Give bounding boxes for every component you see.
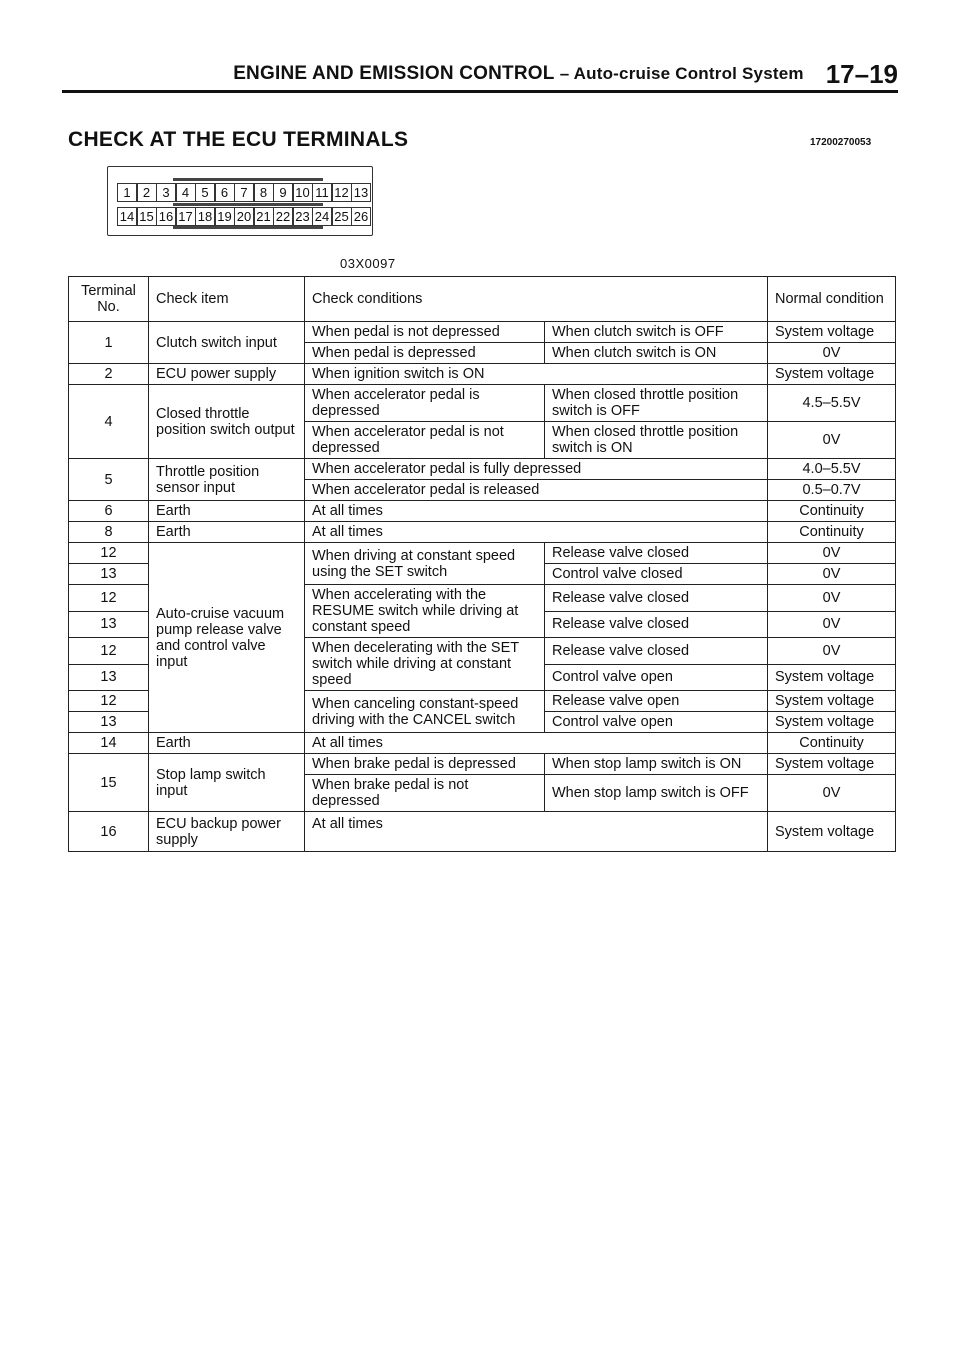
check-item-cell: ECU power supply — [149, 364, 305, 385]
header-terminal-no: Terminal No. — [69, 277, 149, 322]
valve-state-cell: Release valve closed — [545, 611, 768, 638]
figure-code: 03X0097 — [340, 256, 396, 271]
page-number: 17–19 — [825, 58, 898, 89]
normal-cell: System voltage — [768, 712, 896, 733]
condition-cell: At all times — [305, 733, 768, 754]
connector-pin: 2 — [137, 183, 157, 202]
check-item-cell: Closed throttle position switch output — [149, 385, 305, 459]
connector-pin: 8 — [254, 183, 274, 202]
terminal-cell: 12 — [69, 691, 149, 712]
normal-cell: Continuity — [768, 522, 896, 543]
terminal-cell: 12 — [69, 585, 149, 612]
valve-state-cell: Release valve closed — [545, 585, 768, 612]
condition-cell: When pedal is depressed — [305, 343, 545, 364]
normal-cell: Continuity — [768, 501, 896, 522]
check-item-cell: Auto-cruise vacuum pump release valve and control valve input — [149, 543, 305, 733]
valve-state-cell: Control valve open — [545, 664, 768, 691]
terminal-cell: 13 — [69, 611, 149, 638]
table-row — [69, 364, 896, 385]
valve-state-cell: Control valve closed — [545, 564, 768, 585]
terminal-check-table — [68, 276, 896, 852]
condition-cell: When stop lamp switch is OFF — [545, 775, 768, 812]
connector-pin: 25 — [332, 207, 352, 226]
table-row — [69, 543, 896, 564]
condition-cell: When closed throttle position switch is OFF — [545, 385, 768, 422]
connector-pin: 21 — [254, 207, 274, 226]
condition-cell: When closed throttle position switch is ON — [545, 422, 768, 459]
connector-pin: 9 — [273, 183, 293, 202]
section-title: CHECK AT THE ECU TERMINALS — [68, 128, 409, 151]
terminal-cell: 13 — [69, 712, 149, 733]
connector-diagram — [107, 166, 373, 236]
normal-cell: System voltage — [768, 812, 896, 852]
connector-pin: 22 — [273, 207, 293, 226]
connector-pin: 23 — [293, 207, 313, 226]
condition-cell: When brake pedal is depressed — [305, 754, 545, 775]
normal-cell: System voltage — [768, 364, 896, 385]
table-header-row — [69, 277, 896, 322]
connector-pin: 15 — [137, 207, 157, 226]
section-code: 17200270053 — [810, 137, 872, 148]
connector-pin: 4 — [176, 183, 196, 202]
normal-cell: Continuity — [768, 733, 896, 754]
normal-cell: 0V — [768, 611, 896, 638]
connector-latch — [173, 203, 323, 206]
terminal-cell: 12 — [69, 543, 149, 564]
condition-cell: When clutch switch is OFF — [545, 322, 768, 343]
normal-cell: 0V — [768, 564, 896, 585]
condition-cell: When accelerator pedal is depressed — [305, 385, 545, 422]
terminal-cell: 16 — [69, 812, 149, 852]
header-normal-condition: Normal condition — [768, 277, 896, 322]
condition-cell: When ignition switch is ON — [305, 364, 768, 385]
normal-cell: 0V — [768, 775, 896, 812]
header-check-conditions: Check conditions — [305, 277, 768, 322]
condition-cell: When clutch switch is ON — [545, 343, 768, 364]
normal-cell: 0V — [768, 585, 896, 612]
connector-pin: 20 — [234, 207, 254, 226]
normal-cell: 0V — [768, 543, 896, 564]
condition-cell: At all times — [305, 501, 768, 522]
connector-pin: 3 — [156, 183, 176, 202]
condition-cell: When brake pedal is not depressed — [305, 775, 545, 812]
connector-pin: 5 — [195, 183, 215, 202]
check-item-cell: Throttle position sensor input — [149, 459, 305, 501]
connector-pin: 19 — [215, 207, 235, 226]
connector-pin: 10 — [293, 183, 313, 202]
check-item-cell: Earth — [149, 501, 305, 522]
check-item-cell: Stop lamp switch input — [149, 754, 305, 812]
normal-cell: 0V — [768, 638, 896, 665]
table-row — [69, 322, 896, 343]
normal-cell: 0V — [768, 422, 896, 459]
connector-pin: 7 — [234, 183, 254, 202]
terminal-cell: 5 — [69, 459, 149, 501]
condition-cell: When driving at constant speed using the SET switch — [305, 543, 545, 585]
header-title: ENGINE AND EMISSION CONTROL – Auto-cruise Control System — [233, 63, 804, 84]
check-item-cell: Clutch switch input — [149, 322, 305, 364]
valve-state-cell: Release valve closed — [545, 638, 768, 665]
terminal-cell: 13 — [69, 564, 149, 585]
condition-cell: When accelerating with the RESUME switch while driving at constant speed — [305, 585, 545, 638]
condition-cell: When accelerator pedal is not depressed — [305, 422, 545, 459]
connector-pin: 16 — [156, 207, 176, 226]
check-item-cell: Earth — [149, 522, 305, 543]
terminal-cell: 15 — [69, 754, 149, 812]
connector-latch — [173, 178, 323, 181]
normal-cell: System voltage — [768, 691, 896, 712]
connector-pin: 24 — [312, 207, 332, 226]
connector-pin: 12 — [332, 183, 352, 202]
condition-cell: At all times — [305, 812, 768, 852]
terminal-cell: 12 — [69, 638, 149, 665]
terminal-cell: 4 — [69, 385, 149, 459]
page-header — [62, 58, 898, 93]
terminal-cell: 13 — [69, 664, 149, 691]
terminal-cell: 1 — [69, 322, 149, 364]
connector-pin: 6 — [215, 183, 235, 202]
connector-pin: 26 — [351, 207, 371, 226]
connector-pin: 18 — [195, 207, 215, 226]
header-subtitle: – Auto-cruise Control System — [559, 64, 804, 83]
condition-cell: When canceling constant-speed driving with the CANCEL switch — [305, 691, 545, 733]
connector-latch — [173, 226, 323, 229]
terminal-cell: 2 — [69, 364, 149, 385]
check-item-cell: ECU backup power supply — [149, 812, 305, 852]
condition-cell: When accelerator pedal is fully depressed — [305, 459, 768, 480]
connector-pin: 1 — [117, 183, 137, 202]
table-row — [69, 733, 896, 754]
condition-cell: When decelerating with the SET switch while driving at constant speed — [305, 638, 545, 691]
table-row — [69, 501, 896, 522]
normal-cell: 0.5–0.7V — [768, 480, 896, 501]
table-row — [69, 754, 896, 775]
connector-pin: 14 — [117, 207, 137, 226]
check-item-cell: Earth — [149, 733, 305, 754]
normal-cell: System voltage — [768, 322, 896, 343]
table-row — [69, 459, 896, 480]
terminal-cell: 8 — [69, 522, 149, 543]
table-row — [69, 385, 896, 422]
normal-cell: 0V — [768, 343, 896, 364]
valve-state-cell: Release valve open — [545, 691, 768, 712]
valve-state-cell: Control valve open — [545, 712, 768, 733]
connector-pin: 13 — [351, 183, 371, 202]
header-check-item: Check item — [149, 277, 305, 322]
connector-pin: 17 — [176, 207, 196, 226]
terminal-cell: 6 — [69, 501, 149, 522]
condition-cell: At all times — [305, 522, 768, 543]
normal-cell: 4.5–5.5V — [768, 385, 896, 422]
table-row — [69, 522, 896, 543]
terminal-cell: 14 — [69, 733, 149, 754]
normal-cell: System voltage — [768, 754, 896, 775]
condition-cell: When pedal is not depressed — [305, 322, 545, 343]
normal-cell: 4.0–5.5V — [768, 459, 896, 480]
connector-pin: 11 — [312, 183, 332, 202]
condition-cell: When accelerator pedal is released — [305, 480, 768, 501]
normal-cell: System voltage — [768, 664, 896, 691]
condition-cell: When stop lamp switch is ON — [545, 754, 768, 775]
valve-state-cell: Release valve closed — [545, 543, 768, 564]
table-row — [69, 812, 896, 852]
